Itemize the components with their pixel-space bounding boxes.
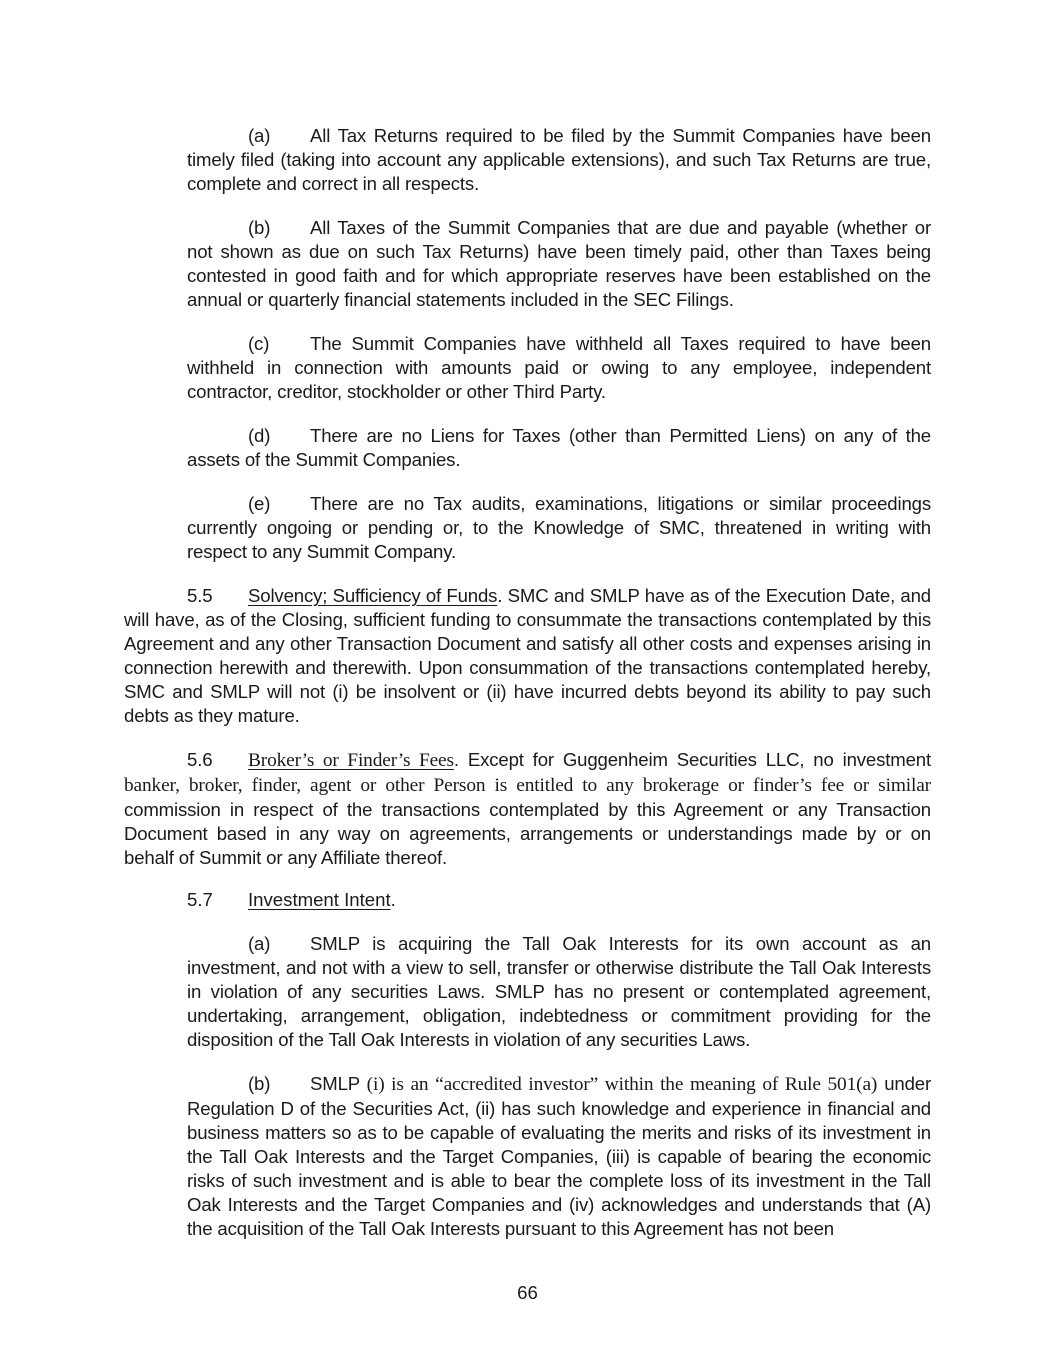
section-text-rest: commission in respect of the transactions contemplated by this Agreement or any Transaction Document based in any way on agreements, arrangements or understandings made by or on behalf of Summit or any Affiliate thereof. xyxy=(124,799,931,868)
paragraph-a-tax-returns xyxy=(187,124,931,196)
paragraph-text: There are no Tax audits, examinations, litigations or similar proceedings currently ongoing or pending or, to the Knowledge of SMC, threatened in writing with respect to any Summit Company. xyxy=(187,493,931,562)
section-title-suffix: . xyxy=(390,889,396,910)
paragraph-label: (b) xyxy=(248,217,271,238)
page-number: 66 xyxy=(517,1282,538,1303)
paragraph-5-7-a xyxy=(187,932,931,1052)
paragraph-e-audits xyxy=(187,492,931,564)
paragraph-c-withheld xyxy=(187,332,931,404)
paragraph-text-rest: under Regulation D of the Securities Act, (ii) has such knowledge and experience in financial and business matters so as to be capable of evaluating the merits and risks of its investment in the Tall Oak Interests and the Target Companies, (iii) is capable of bearing the economic risks of such investment and is able to bear the complete loss of its investment in the Tall Oak Interests and the Target Companies and (iv) acknowledges and understands that (A) the acquisition of the Tall Oak Interests pursuant to this Agreement has not been xyxy=(187,1073,931,1239)
paragraph-text: All Tax Returns required to be filed by the Summit Companies have been timely filed (taking into account any applicable extensions), and such Tax Returns are true, complete and correct in all respects. xyxy=(187,125,931,194)
paragraph-b-taxes-paid xyxy=(187,216,931,312)
section-title: Broker’s or Finder’s Fees xyxy=(248,750,454,771)
paragraph-label: (e) xyxy=(248,493,271,514)
section-title: Solvency; Sufficiency of Funds xyxy=(248,585,498,606)
paragraph-text: The Summit Companies have withheld all Taxes required to have been withheld in connection with amounts paid or owing to any employee, independent contractor, creditor, stockholder or other Third Party. xyxy=(187,333,931,402)
paragraph-label: (a) xyxy=(248,125,271,146)
paragraph-text: There are no Liens for Taxes (other than Permitted Liens) on any of the assets of the Summit Companies. xyxy=(187,425,931,470)
section-5-6-brokers-fees xyxy=(124,748,931,870)
section-text-lead: . Except for Guggenheim Securities LLC, no investment xyxy=(453,749,931,770)
section-number: 5.6 xyxy=(187,749,213,770)
paragraph-text-serif: (i) is an “accredited investor” within the meaning of Rule 501(a) xyxy=(366,1074,878,1095)
paragraph-label: (d) xyxy=(248,425,271,446)
section-title: Investment Intent xyxy=(248,889,391,910)
paragraph-5-7-b xyxy=(187,1072,931,1241)
paragraph-text-lead: SMLP xyxy=(310,1073,367,1094)
paragraph-text: SMLP is acquiring the Tall Oak Interests for its own account as an investment, and not with a view to sell, transfer or otherwise distribute the Tall Oak Interests in violation of any securities Laws. SMLP has no present or contemplated agreement, undertaking, arrangement, obligation, indebtedness or commitment providing for the disposition of the Tall Oak Interests in violation of any securities Laws. xyxy=(187,933,931,1050)
paragraph-label: (b) xyxy=(248,1073,271,1094)
section-text-serif: banker, broker, finder, agent or other Person is entitled to any brokerage or finder’s fee or similar xyxy=(124,775,931,796)
paragraph-label: (c) xyxy=(248,333,270,354)
section-number: 5.5 xyxy=(187,585,213,606)
section-text: . SMC and SMLP have as of the Execution Date, and will have, as of the Closing, sufficient funding to consummate the transactions contemplated by this Agreement and any other Transaction Document and satisfy all other costs and expenses arising in connection herewith and therewith. Upon consummation of the transactions contemplated hereby, SMC and SMLP will not (i) be insolvent or (ii) have incurred debts beyond its ability to pay such debts as they mature. xyxy=(124,585,931,726)
section-number: 5.7 xyxy=(187,889,213,910)
paragraph-d-liens xyxy=(187,424,931,472)
section-5-5-solvency xyxy=(124,584,931,728)
paragraph-label: (a) xyxy=(248,933,271,954)
section-5-7-investment-intent xyxy=(187,888,396,912)
paragraph-text: All Taxes of the Summit Companies that are due and payable (whether or not shown as due on such Tax Returns) have been timely paid, other than Taxes being contested in good faith and for which appropriate reserves have been established on the annual or quarterly financial statements included in the SEC Filings. xyxy=(187,217,931,310)
